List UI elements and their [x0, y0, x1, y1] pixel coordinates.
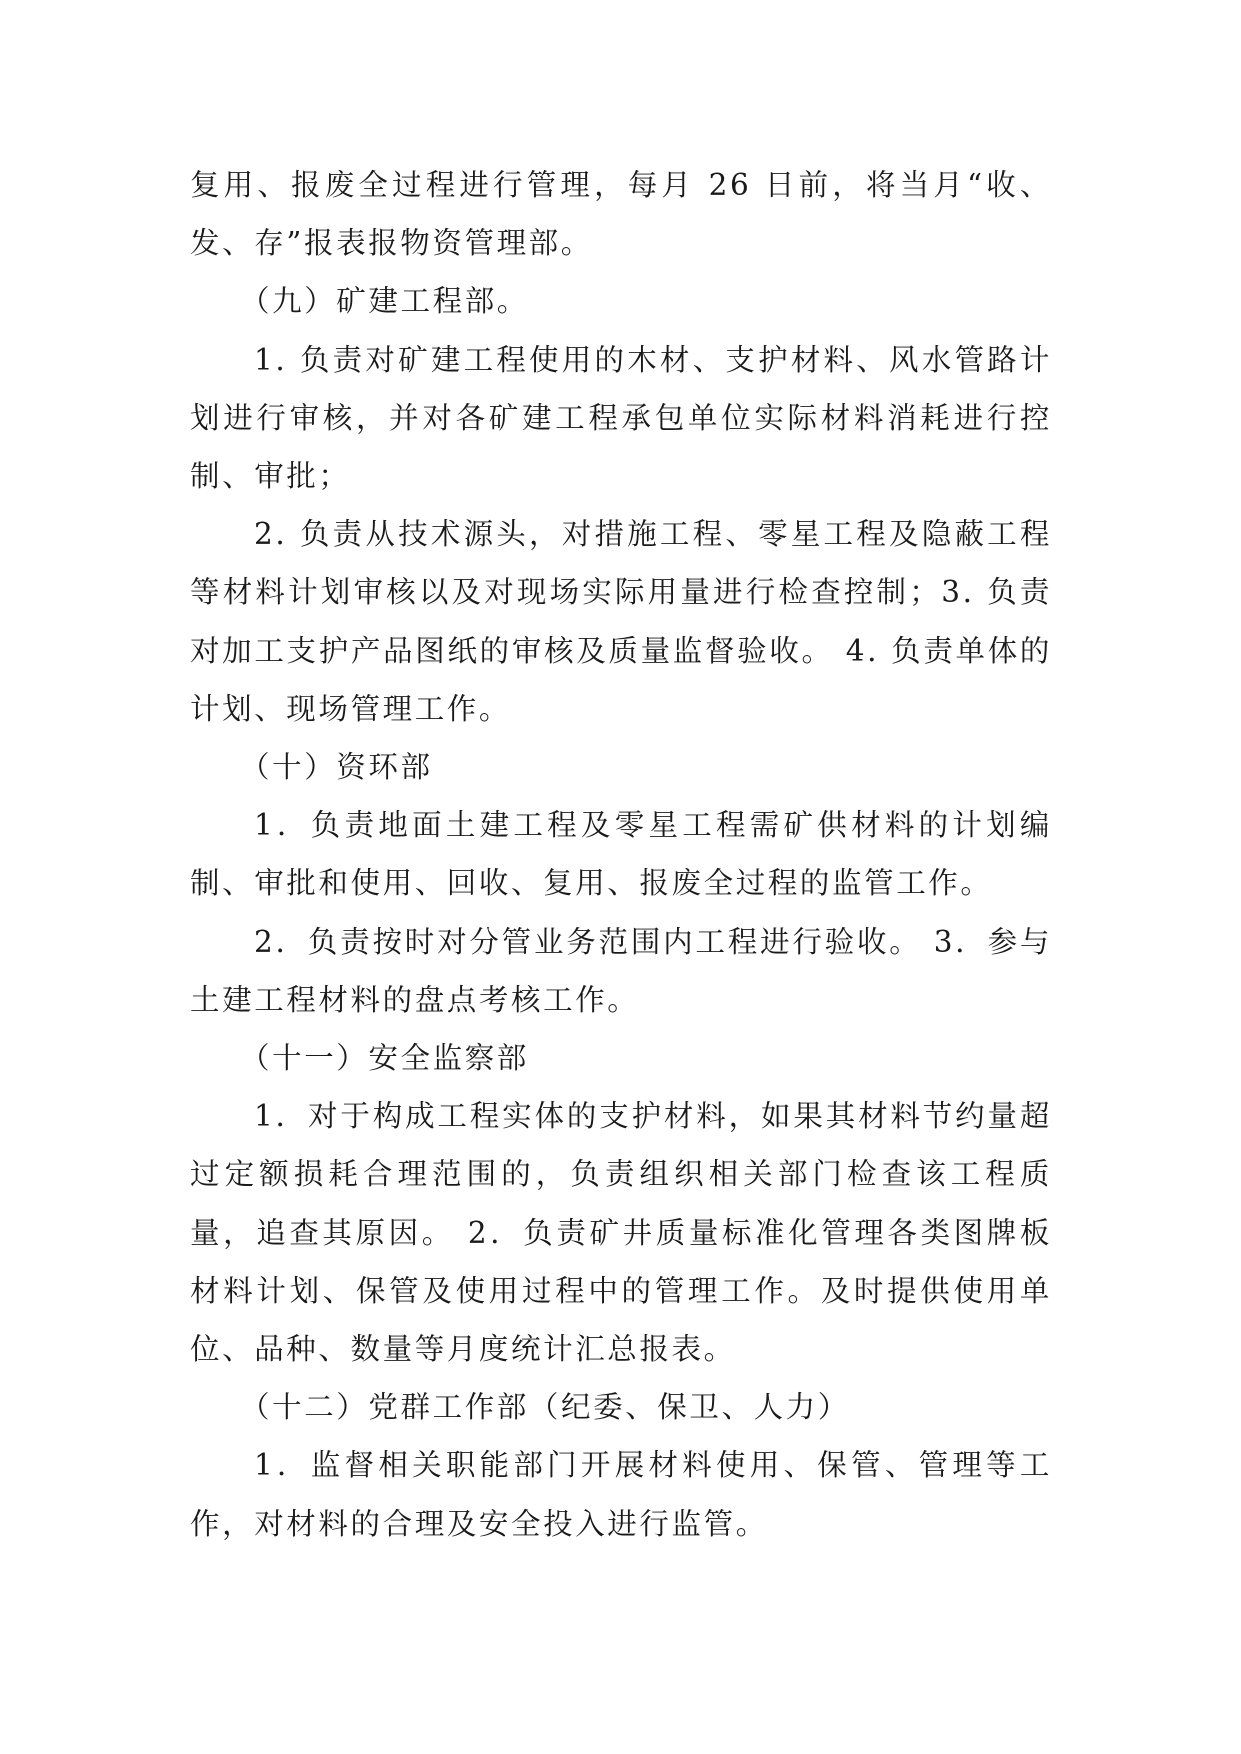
paragraph-12-1: 1．监督相关职能部门开展材料使用、保管、管理等工作，对材料的合理及安全投入进行监管。 [190, 1448, 1052, 1541]
paragraph-9-2: 2. 负责从技术源头，对措施工程、零星工程及隐蔽工程等材料计划审核以及对现场实际用量进行检查控制；3. 负责对加工支护产品图纸的审核及质量监督验收。 4. 负责单体的计划、现场管理工作。 [190, 517, 1052, 726]
section-heading-11: （十一）安全监察部 [240, 1041, 529, 1076]
paragraph-10-2: 2．负责按时对分管业务范围内工程进行验收。 3．参与土建工程材料的盘点考核工作。 [190, 924, 1052, 1017]
body-text [190, 156, 1052, 1553]
section-heading-9: （九）矿建工程部。 [240, 284, 529, 319]
paragraph-11-1: 1．对于构成工程实体的支护材料，如果其材料节约量超过定额损耗合理范围的，负责组织相关部门检查该工程质量，追查其原因。 2．负责矿井质量标准化管理各类图牌板材料计划、保管及使用过程中的管理工作。及时提供使用单位、品种、数量等月度统计汇总报表。 [190, 1099, 1052, 1367]
section-heading-10: （十）资环部 [240, 750, 433, 785]
paragraph-9-1: 1. 负责对矿建工程使用的木材、支护材料、风水管路计划进行审核，并对各矿建工程承包单位实际材料消耗进行控制、审批； [190, 342, 1052, 494]
section-heading-12: （十二）党群工作部（纪委、保卫、人力） [240, 1390, 850, 1425]
paragraph-10-1: 1．负责地面土建工程及零星工程需矿供材料的计划编制、审批和使用、回收、复用、报废全过程的监管工作。 [190, 808, 1052, 901]
paragraph-continuation: 复用、报废全过程进行管理，每月 26 日前，将当月“收、发、存”报表报物资管理部。 [190, 168, 1052, 261]
